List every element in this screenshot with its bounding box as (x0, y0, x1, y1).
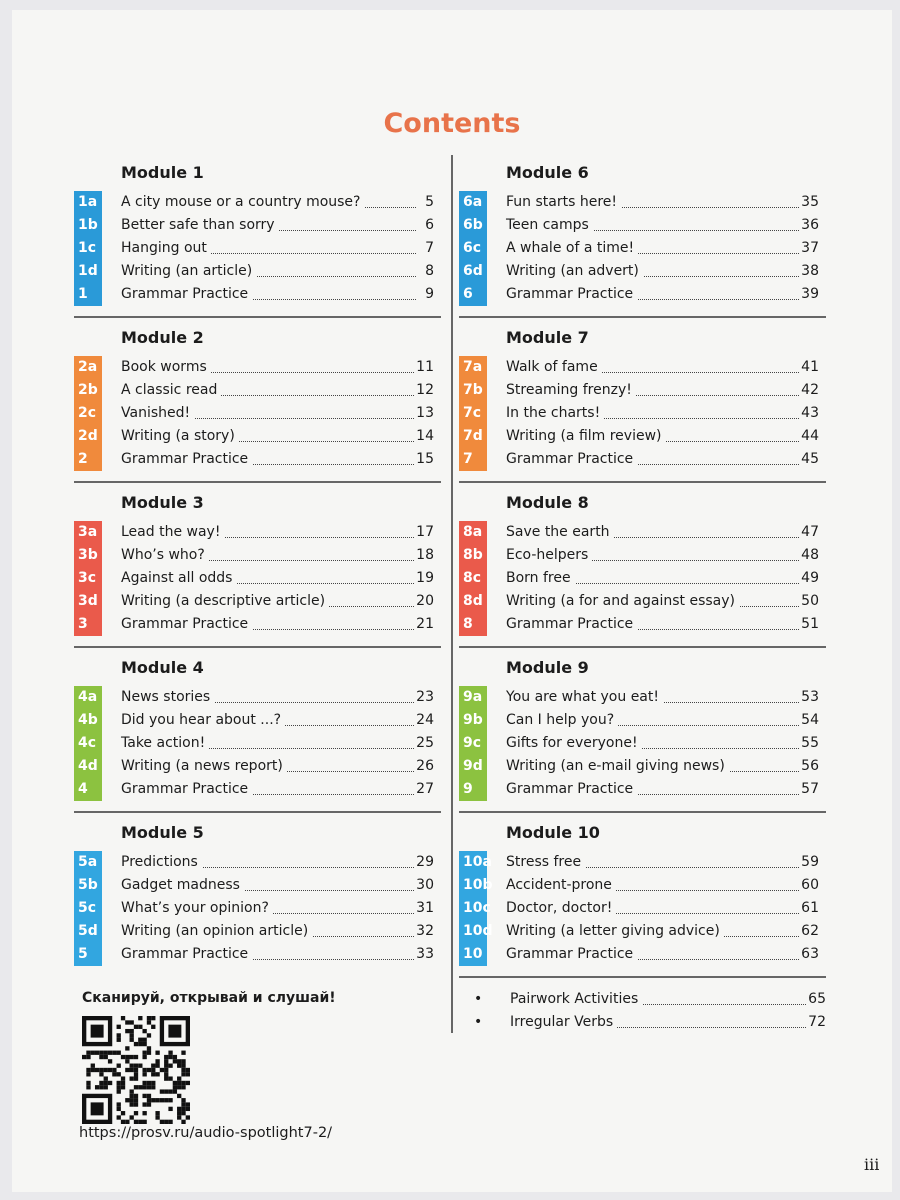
unit-title: Grammar Practice (506, 283, 637, 306)
unit-title: Stress free (506, 851, 585, 874)
unit-page: 47 (799, 521, 819, 544)
toc-entry[interactable] (74, 851, 434, 874)
toc-entry[interactable] (459, 425, 819, 448)
unit-title: Predictions (121, 851, 202, 874)
unit-code-badge: 5 (74, 943, 102, 966)
module-title: Module 3 (121, 493, 204, 512)
toc-entry[interactable] (459, 755, 819, 778)
toc-entry[interactable] (459, 356, 819, 379)
unit-code-badge: 9b (459, 709, 487, 732)
unit-page: 32 (414, 920, 434, 943)
unit-page: 62 (799, 920, 819, 943)
qr-code-icon (82, 1016, 190, 1124)
section-divider (74, 811, 441, 813)
module-entries (74, 191, 434, 306)
toc-entry[interactable] (459, 613, 819, 636)
toc-entry[interactable] (459, 590, 819, 613)
appendix-page: 72 (806, 1011, 826, 1034)
unit-page: 56 (799, 755, 819, 778)
unit-code-badge: 10 (459, 943, 487, 966)
toc-entry[interactable] (74, 920, 434, 943)
module-section (74, 650, 434, 815)
unit-title: Grammar Practice (121, 448, 252, 471)
module-section (74, 155, 434, 320)
unit-page: 20 (414, 590, 434, 613)
unit-code-badge: 4d (74, 755, 102, 778)
unit-page: 43 (799, 402, 819, 425)
unit-code-badge: 4a (74, 686, 102, 709)
unit-title: Grammar Practice (121, 283, 252, 306)
unit-title: Writing (an e-mail giving news) (506, 755, 729, 778)
unit-title: A city mouse or a country mouse? (121, 191, 364, 214)
unit-code-badge: 5d (74, 920, 102, 943)
unit-code-badge: 3b (74, 544, 102, 567)
unit-code-badge: 7c (459, 402, 487, 425)
section-divider (459, 481, 826, 483)
unit-code-badge: 10d (459, 920, 487, 943)
toc-entry[interactable] (74, 356, 434, 379)
section-divider (459, 811, 826, 813)
toc-entry[interactable] (74, 260, 434, 283)
unit-code-badge: 10a (459, 851, 487, 874)
unit-page: 59 (799, 851, 819, 874)
module-title: Module 8 (506, 493, 589, 512)
column-divider (451, 155, 453, 1033)
toc-entry[interactable] (74, 943, 434, 966)
module-title: Module 4 (121, 658, 204, 677)
toc-entry[interactable] (459, 237, 819, 260)
unit-code-badge: 7b (459, 379, 487, 402)
unit-code-badge: 3a (74, 521, 102, 544)
unit-page: 25 (414, 732, 434, 755)
extras-list (452, 988, 826, 1034)
module-entries (459, 191, 819, 306)
unit-code-badge: 6d (459, 260, 487, 283)
unit-title: Grammar Practice (506, 778, 637, 801)
unit-page: 41 (799, 356, 819, 379)
unit-page: 31 (414, 897, 434, 920)
toc-entry[interactable] (459, 897, 819, 920)
unit-page: 18 (414, 544, 434, 567)
unit-code-badge: 9c (459, 732, 487, 755)
unit-title: Writing (a story) (121, 425, 239, 448)
toc-entry[interactable] (459, 283, 819, 306)
unit-code-badge: 1 (74, 283, 102, 306)
unit-code-badge: 1c (74, 237, 102, 260)
module-title: Module 1 (121, 163, 204, 182)
toc-entry[interactable] (74, 379, 434, 402)
module-section (459, 320, 819, 485)
toc-entry[interactable] (74, 897, 434, 920)
toc-entry[interactable] (459, 191, 819, 214)
module-title: Module 7 (506, 328, 589, 347)
unit-page: 38 (799, 260, 819, 283)
toc-entry[interactable] (459, 709, 819, 732)
unit-page: 57 (799, 778, 819, 801)
unit-page: 55 (799, 732, 819, 755)
unit-title: Grammar Practice (506, 613, 637, 636)
unit-code-badge: 3d (74, 590, 102, 613)
unit-title: Writing (an opinion article) (121, 920, 312, 943)
unit-page: 14 (414, 425, 434, 448)
unit-title: Teen camps (506, 214, 593, 237)
module-section (74, 485, 434, 650)
unit-code-badge: 2b (74, 379, 102, 402)
toc-entry[interactable] (459, 214, 819, 237)
unit-title: In the charts! (506, 402, 604, 425)
page (12, 10, 892, 1192)
module-title: Module 10 (506, 823, 600, 842)
unit-code-badge: 5c (74, 897, 102, 920)
toc-entry[interactable] (459, 567, 819, 590)
unit-code-badge: 7d (459, 425, 487, 448)
unit-page: 48 (799, 544, 819, 567)
section-divider (459, 976, 826, 978)
module-section (74, 320, 434, 485)
scan-caption: Сканируй, открывай и слушай! (82, 990, 336, 1006)
unit-title: You are what you eat! (506, 686, 663, 709)
unit-title: Writing (a letter giving advice) (506, 920, 724, 943)
unit-title: Grammar Practice (121, 778, 252, 801)
module-title: Module 5 (121, 823, 204, 842)
unit-page: 51 (799, 613, 819, 636)
section-divider (459, 316, 826, 318)
unit-code-badge: 2d (74, 425, 102, 448)
section-divider (74, 316, 441, 318)
unit-page: 29 (414, 851, 434, 874)
unit-title: Take action! (121, 732, 209, 755)
unit-page: 15 (414, 448, 434, 471)
unit-title: Writing (an advert) (506, 260, 643, 283)
unit-code-badge: 10b (459, 874, 487, 897)
unit-page: 39 (799, 283, 819, 306)
unit-title: Doctor, doctor! (506, 897, 616, 920)
toc-entry[interactable] (459, 402, 819, 425)
unit-page: 23 (414, 686, 434, 709)
unit-page: 44 (799, 425, 819, 448)
module-title: Module 2 (121, 328, 204, 347)
unit-code-badge: 1b (74, 214, 102, 237)
module-section (459, 650, 819, 815)
unit-page: 8 (423, 260, 434, 283)
toc-entry[interactable] (74, 283, 434, 306)
unit-page: 45 (799, 448, 819, 471)
unit-page: 26 (414, 755, 434, 778)
unit-title: Gadget madness (121, 874, 244, 897)
unit-code-badge: 4c (74, 732, 102, 755)
toc-entry[interactable] (459, 874, 819, 897)
unit-title: Better safe than sorry (121, 214, 279, 237)
page-title: Contents (383, 108, 521, 139)
toc-entry[interactable] (74, 237, 434, 260)
toc-entry[interactable] (459, 686, 819, 709)
unit-page: 49 (799, 567, 819, 590)
unit-title: Writing (a descriptive article) (121, 590, 329, 613)
unit-code-badge: 4b (74, 709, 102, 732)
toc-entry[interactable] (459, 448, 819, 471)
unit-title: Book worms (121, 356, 211, 379)
unit-title: Who’s who? (121, 544, 209, 567)
unit-code-badge: 9a (459, 686, 487, 709)
toc-entry[interactable] (74, 448, 434, 471)
unit-title: A classic read (121, 379, 221, 402)
unit-title: Grammar Practice (506, 448, 637, 471)
section-divider (459, 646, 826, 648)
unit-page: 5 (423, 191, 434, 214)
unit-page: 9 (423, 283, 434, 306)
toc-entry[interactable] (459, 521, 819, 544)
unit-page: 19 (414, 567, 434, 590)
module-title: Module 6 (506, 163, 589, 182)
module-entries (459, 356, 819, 471)
module-entries (74, 521, 434, 636)
appendix-entry[interactable] (452, 988, 826, 1011)
unit-title: Born free (506, 567, 575, 590)
unit-page: 35 (799, 191, 819, 214)
unit-page: 24 (414, 709, 434, 732)
toc-entry[interactable] (459, 920, 819, 943)
unit-title: Can I help you? (506, 709, 618, 732)
toc-entry[interactable] (74, 686, 434, 709)
toc-entry[interactable] (74, 732, 434, 755)
unit-title: A whale of a time! (506, 237, 638, 260)
unit-title: Walk of fame (506, 356, 602, 379)
unit-code-badge: 9 (459, 778, 487, 801)
toc-entry[interactable] (459, 778, 819, 801)
toc-entry[interactable] (459, 379, 819, 402)
unit-title: Lead the way! (121, 521, 224, 544)
unit-page: 33 (414, 943, 434, 966)
module-entries (74, 686, 434, 801)
unit-title: News stories (121, 686, 214, 709)
toc-entry[interactable] (74, 709, 434, 732)
toc-entry[interactable] (459, 943, 819, 966)
module-entries (74, 356, 434, 471)
unit-code-badge: 6a (459, 191, 487, 214)
unit-page: 63 (799, 943, 819, 966)
section-divider (74, 646, 441, 648)
unit-page: 27 (414, 778, 434, 801)
unit-page: 7 (423, 237, 434, 260)
unit-title: Did you hear about ...? (121, 709, 285, 732)
toc-entry[interactable] (459, 260, 819, 283)
unit-code-badge: 8a (459, 521, 487, 544)
unit-title: Against all odds (121, 567, 236, 590)
unit-title: Grammar Practice (121, 613, 252, 636)
unit-page: 36 (799, 214, 819, 237)
module-section (459, 485, 819, 650)
unit-code-badge: 7 (459, 448, 487, 471)
toc-entry[interactable] (74, 521, 434, 544)
appendix-title: Irregular Verbs (510, 1011, 617, 1034)
unit-title: Gifts for everyone! (506, 732, 642, 755)
toc-entry[interactable] (74, 425, 434, 448)
unit-page: 13 (414, 402, 434, 425)
unit-code-badge: 1d (74, 260, 102, 283)
unit-title: Writing (a news report) (121, 755, 287, 778)
unit-code-badge: 2c (74, 402, 102, 425)
toc-entry[interactable] (74, 874, 434, 897)
unit-page: 61 (799, 897, 819, 920)
toc-entry[interactable] (74, 613, 434, 636)
unit-code-badge: 2 (74, 448, 102, 471)
unit-code-badge: 3 (74, 613, 102, 636)
bullet-icon: • (474, 1014, 483, 1030)
unit-page: 11 (414, 356, 434, 379)
section-divider (74, 481, 441, 483)
module-section (74, 815, 434, 980)
unit-code-badge: 10c (459, 897, 487, 920)
unit-title: Eco-helpers (506, 544, 592, 567)
module-entries (459, 851, 819, 966)
unit-page: 37 (799, 237, 819, 260)
unit-code-badge: 5a (74, 851, 102, 874)
module-section (459, 815, 819, 980)
unit-code-badge: 5b (74, 874, 102, 897)
unit-code-badge: 6c (459, 237, 487, 260)
toc-entry[interactable] (74, 778, 434, 801)
unit-code-badge: 8d (459, 590, 487, 613)
toc-entry[interactable] (74, 755, 434, 778)
unit-title: Writing (a for and against essay) (506, 590, 739, 613)
module-entries (459, 521, 819, 636)
unit-code-badge: 4 (74, 778, 102, 801)
unit-code-badge: 6 (459, 283, 487, 306)
unit-code-badge: 8c (459, 567, 487, 590)
unit-title: Writing (an article) (121, 260, 256, 283)
page-number: iii (864, 1155, 880, 1174)
unit-title: Grammar Practice (506, 943, 637, 966)
toc-entry[interactable] (74, 214, 434, 237)
unit-page: 42 (799, 379, 819, 402)
unit-title: Grammar Practice (121, 943, 252, 966)
toc-entry[interactable] (74, 567, 434, 590)
unit-title: Accident-prone (506, 874, 616, 897)
module-section (459, 155, 819, 320)
unit-title: What’s your opinion? (121, 897, 273, 920)
toc-entry[interactable] (74, 544, 434, 567)
unit-page: 30 (414, 874, 434, 897)
unit-page: 12 (414, 379, 434, 402)
unit-code-badge: 2a (74, 356, 102, 379)
unit-page: 53 (799, 686, 819, 709)
toc-entry[interactable] (459, 851, 819, 874)
unit-code-badge: 8 (459, 613, 487, 636)
toc-entry[interactable] (74, 590, 434, 613)
unit-code-badge: 9d (459, 755, 487, 778)
appendix-title: Pairwork Activities (510, 988, 642, 1011)
appendix-page: 65 (806, 988, 826, 1011)
module-entries (74, 851, 434, 966)
toc-entry[interactable] (459, 544, 819, 567)
unit-title: Streaming frenzy! (506, 379, 636, 402)
bullet-icon: • (474, 991, 483, 1007)
appendix-entry[interactable] (452, 1011, 826, 1034)
unit-page: 21 (414, 613, 434, 636)
module-entries (459, 686, 819, 801)
unit-code-badge: 1a (74, 191, 102, 214)
unit-title: Save the earth (506, 521, 614, 544)
toc-entry[interactable] (74, 191, 434, 214)
unit-code-badge: 3c (74, 567, 102, 590)
unit-title: Vanished! (121, 402, 194, 425)
unit-title: Fun starts here! (506, 191, 621, 214)
audio-url[interactable]: https://prosv.ru/audio-spotlight7-2/ (79, 1125, 333, 1141)
toc-entry[interactable] (459, 732, 819, 755)
unit-code-badge: 7a (459, 356, 487, 379)
unit-page: 60 (799, 874, 819, 897)
unit-title: Writing (a film review) (506, 425, 666, 448)
module-title: Module 9 (506, 658, 589, 677)
unit-page: 54 (799, 709, 819, 732)
unit-page: 17 (414, 521, 434, 544)
unit-page: 50 (799, 590, 819, 613)
unit-code-badge: 6b (459, 214, 487, 237)
unit-title: Hanging out (121, 237, 211, 260)
unit-code-badge: 8b (459, 544, 487, 567)
toc-entry[interactable] (74, 402, 434, 425)
unit-page: 6 (423, 214, 434, 237)
